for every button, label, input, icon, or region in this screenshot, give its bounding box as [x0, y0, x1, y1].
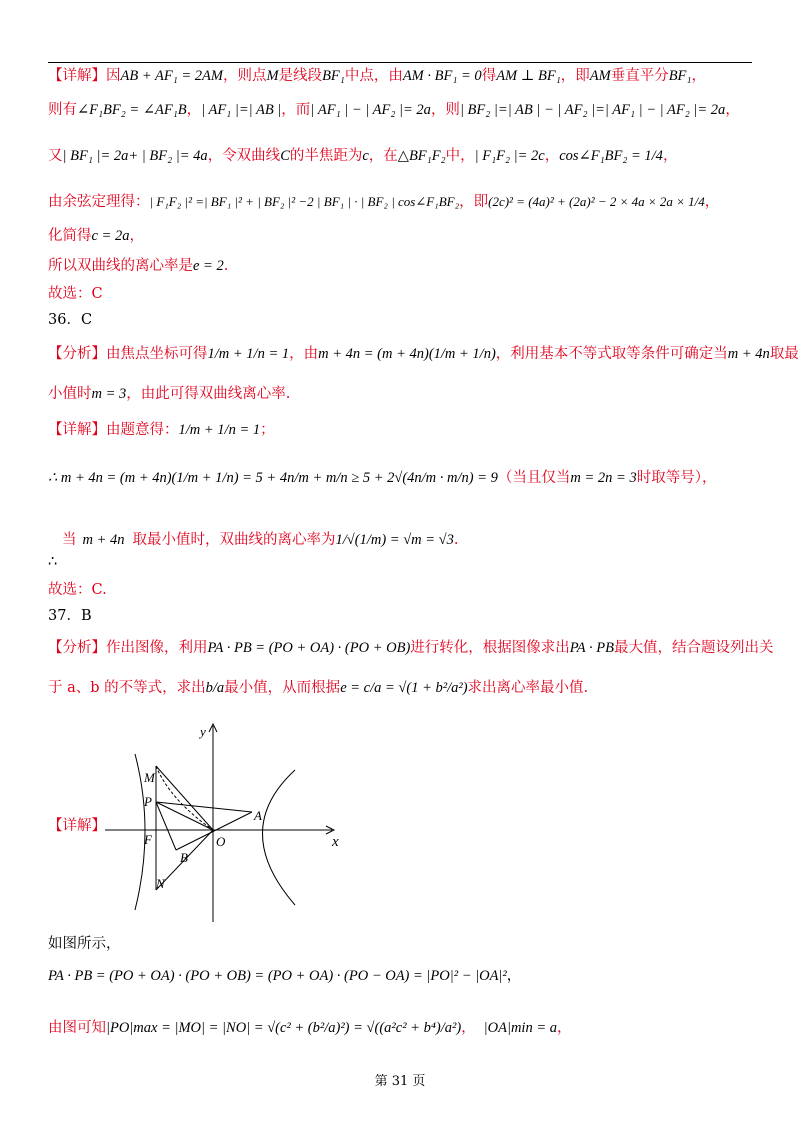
math-cos: cos∠F₁BF₂ = 1/4: [559, 148, 663, 164]
text: ，则点: [222, 68, 267, 84]
math-dot-expand: PA · PB = (PO + OA) · (PO + OB): [207, 640, 411, 656]
header-rule: [48, 62, 752, 63]
math-dot-product: AM · BF₁ = 0: [402, 68, 482, 84]
text: ，由: [289, 346, 319, 362]
math-point-m: M: [266, 68, 279, 84]
math-oa-min: |OA|min = a: [483, 1020, 557, 1036]
math-chain-eq: | BF₂ |=| AB | − | AF₂ |=| AF₁ | − | AF₂ |= 2a: [459, 102, 726, 118]
math-po-max: |PO|max = |MO| = |NO| = √(c² + (b²/a)²) = √((a²c² + b⁴)/a²): [106, 1020, 462, 1036]
text: 由焦点坐标可得: [106, 346, 208, 362]
label-y: y: [200, 724, 206, 739]
segment-po: [156, 802, 213, 830]
math-substitution: (2c)² = (4a)² + (2a)² − 2 × 4a × 2a × 1/4: [488, 194, 705, 209]
label-p: P: [144, 794, 152, 809]
math-recip-sum: 1/m + 1/n = 1: [178, 422, 261, 438]
analysis-tag: 【分析】: [48, 640, 106, 656]
text: .: [223, 258, 229, 274]
math-c-2a: c = 2a: [91, 228, 130, 244]
text: ，即: [459, 194, 489, 210]
math-b-over-a: b/a: [205, 680, 225, 696]
text: ，: [506, 968, 522, 984]
analysis-tag: 【分析】: [48, 346, 106, 362]
text: 化简得: [48, 228, 92, 244]
line-16: [48, 638, 773, 658]
math-c-lower: c: [362, 148, 369, 164]
text: 中，: [445, 148, 475, 164]
text: ，: [129, 228, 144, 244]
math-pa-pb: PA · PB: [569, 640, 614, 656]
math-bf1-eq: | BF₁ |= 2a+ | BF₂ |= 4a: [62, 148, 208, 164]
question-37-answer: 37．B: [48, 608, 92, 624]
math-m4n: m + 4n: [727, 346, 770, 362]
text: 取最: [769, 346, 799, 362]
text: 作出图像，利用: [106, 640, 208, 656]
math-inequality: ∴ m + 4n = (m + 4n)(1/m + 1/n) = 5 + 4n/m + m/n ≥ 5 + 2√(4n/m · m/n) = 9: [48, 470, 498, 486]
text: ，由此可得双曲线离心率.: [126, 386, 291, 402]
line-19: [48, 966, 521, 986]
text: 因: [106, 68, 121, 84]
detail-tag: 【详解】: [48, 422, 106, 438]
text: ，而: [281, 102, 311, 118]
text: ，即: [560, 68, 590, 84]
math-product-form: m + 4n = (m + 4n)(1/m + 1/n): [318, 346, 496, 362]
math-vector-identity: PA · PB = (PO + OA) · (PO + OB) = (PO + OA) · (PO − OA) = |PO|² − |OA|²: [48, 968, 507, 984]
line-4: [48, 192, 719, 212]
math-angle-eq: ∠F₁BF₂ = ∠AF₁B: [77, 102, 187, 118]
math-m-3: m = 3: [91, 386, 127, 402]
segment-mo: [156, 766, 213, 830]
line-18: 如图所示，: [48, 936, 121, 952]
text: 由余弦定理得：: [48, 194, 150, 210]
math-triangle: △BF₁F₂: [397, 148, 446, 164]
math-equality-cond: m = 2n = 3: [570, 470, 637, 486]
hyperbola-right-branch: [263, 770, 296, 905]
math-bf1: BF₁: [668, 68, 692, 84]
label-m: M: [144, 770, 155, 785]
text: ，令双曲线: [207, 148, 281, 164]
text: ，: [725, 102, 740, 118]
text: ；: [260, 422, 275, 438]
math-eccentricity-formula: e = c/a = √(1 + b²/a²): [340, 680, 468, 696]
detail-tag: 【详解】: [48, 818, 106, 834]
segment-pa: [156, 802, 252, 812]
text: 中点，由: [344, 68, 403, 84]
text: 的半焦距为: [289, 148, 363, 164]
math-eccentricity: 1/√(1/m) = √m = √3: [335, 532, 454, 548]
line-1: [48, 66, 706, 86]
math-e-2: e = 2: [193, 258, 224, 274]
text: 当: [62, 532, 77, 548]
text: 又: [48, 148, 63, 164]
text: 最小值，从而根据: [224, 680, 341, 696]
line-7: 故选：C: [48, 286, 103, 302]
line-5: [48, 226, 144, 246]
math-cosine-law: | F₁F₂ |² =| BF₁ |² + | BF₂ |² −2 | BF₁ | · | BF₂ | cos∠F₁BF₂: [149, 194, 460, 209]
math-am: AM: [589, 68, 611, 84]
text: 最大值，结合题设列出关: [613, 640, 774, 656]
text: （当且仅当: [497, 470, 571, 486]
label-x: x: [332, 834, 339, 850]
math-recip-sum: 1/m + 1/n = 1: [207, 346, 290, 362]
text: 求出离心率最小值.: [467, 680, 589, 696]
math-diff-eq: | AF₁ | − | AF₂ |= 2a: [310, 102, 431, 118]
hyperbola-figure: [100, 720, 350, 926]
math-length-eq: | AF₁ |=| AB |: [201, 102, 282, 118]
page-number: 第 31 页: [374, 1074, 426, 1089]
line-6: [48, 256, 228, 276]
text: ，: [704, 194, 720, 210]
text: 是线段: [278, 68, 323, 84]
math-m4n: m + 4n: [82, 532, 125, 548]
text: ，: [461, 1020, 476, 1036]
text: ，: [186, 102, 202, 118]
text: ，: [691, 68, 706, 84]
line-10: [48, 384, 290, 404]
text: 由题意得：: [106, 422, 179, 438]
text: 小值时: [48, 386, 92, 402]
line-9: [48, 344, 799, 364]
label-b: B: [180, 850, 188, 865]
math-c: C: [280, 148, 290, 164]
text: 取最小值时，双曲线的离心率为: [132, 532, 336, 548]
label-n: N: [156, 876, 165, 891]
line-11: [48, 420, 275, 440]
text: ，: [557, 1020, 572, 1036]
math-perp: AM ⊥ BF₁: [496, 68, 561, 84]
text: 得: [481, 68, 497, 84]
label-a: A: [254, 808, 262, 823]
line-3: [48, 146, 677, 166]
text: ，: [662, 148, 678, 164]
line-17: [48, 678, 588, 698]
text: 垂直平分: [610, 68, 669, 84]
line-14: 故选：C.: [48, 582, 107, 598]
math-segment: BF₁: [322, 68, 345, 84]
segment-pb: [156, 802, 176, 850]
text: 所以双曲线的离心率是: [48, 258, 193, 274]
text: ，在: [368, 148, 398, 164]
line-13: [48, 530, 458, 550]
text: .: [453, 532, 459, 548]
text: 时取等号），: [636, 470, 717, 486]
line-12: [48, 468, 716, 488]
line-20: [48, 1018, 572, 1038]
label-o: O: [216, 834, 226, 849]
math-f1f2: | F₁F₂ |= 2c: [474, 148, 545, 164]
text: 则有: [48, 102, 77, 118]
detail-tag: 【详解】: [48, 68, 106, 84]
text: 由图可知: [48, 1020, 106, 1036]
line-2: [48, 100, 740, 120]
text: ，利用基本不等式取等条件可确定当: [495, 346, 728, 362]
question-36-answer: 36．C: [48, 312, 93, 328]
text: 进行转化，根据图像求出: [410, 640, 570, 656]
text: ，: [544, 148, 560, 164]
text: 于 a、b 的不等式，求出: [48, 680, 206, 696]
text: ，则: [430, 102, 460, 118]
therefore-symbol: ∴: [48, 554, 58, 570]
math-vector-eq: AB + AF₁ = 2AM: [120, 68, 223, 84]
label-f: F: [144, 832, 152, 847]
